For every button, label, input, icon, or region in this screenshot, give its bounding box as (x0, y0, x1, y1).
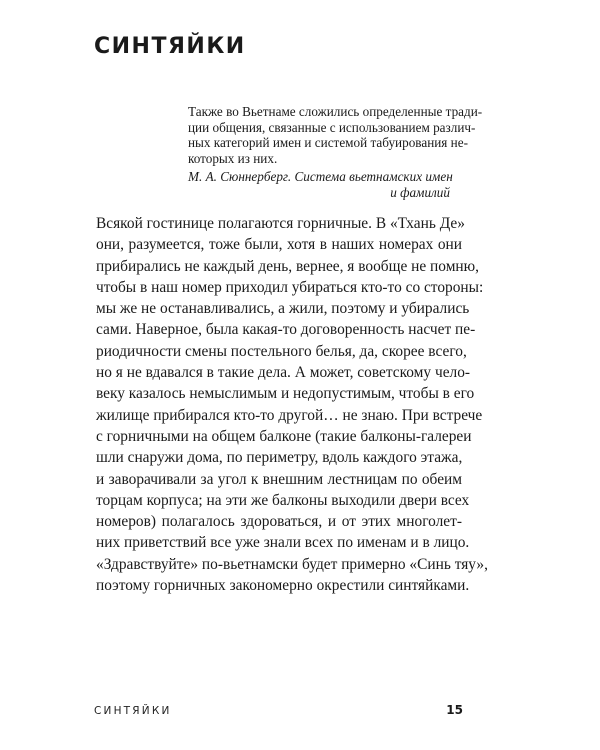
body-line: шли снаружи дома, по периметру, вдоль каждого этажа, (96, 449, 463, 467)
epigraph-line: ции общения, связанные с использованием различ- (188, 119, 476, 135)
body-line: Всякой гостинице полагаются горничные. В «Тхань Де» (96, 215, 465, 232)
body-line: сами. Наверное, была какая-то договоренность насчет пе- (96, 321, 476, 339)
body-line: «Здравствуйте» по-вьетнамски будет примерно «Синь тяу», (96, 555, 488, 573)
body-line: номеров) полагалось здороваться, и от этих многолет- (96, 513, 462, 531)
body-line: чтобы в наш номер приходил убираться кто-то со стороны: (96, 278, 484, 296)
body-line: них приветствий все уже знали всех по именам и в лицо. (96, 534, 470, 552)
body-line: поэтому горничных закономерно окрестили синтяйками. (96, 577, 470, 595)
body-line: с горничными на общем балконе (такие балконы-галереи (96, 427, 472, 445)
attribution-line: М. А. Сюннерберг. Система вьетнамских имен (188, 169, 453, 185)
epigraph-quote (188, 104, 483, 166)
body-line: но я не вдавался в такие дела. А может, советскому чело- (96, 364, 471, 382)
epigraph-line: которых из них. (188, 150, 278, 166)
body-line: торцам корпуса; на эти же балконы выходили двери всех (96, 491, 470, 509)
epigraph-attribution (188, 169, 453, 200)
running-head: СИНТЯЙКИ (94, 705, 172, 717)
body-line: веку казалось немыслимым и недопустимым, чтобы в его (96, 385, 475, 403)
body-line: риодичности смены постельного белья, да, скорее всего, (96, 342, 467, 360)
body-text (96, 213, 488, 596)
body-line: жилище прибирался кто-то другой… не знаю. При встрече (96, 406, 483, 424)
page-number: 15 (446, 703, 463, 717)
epigraph-line: ных категорий имен и системой табуирования не- (188, 135, 468, 151)
body-line: они, разумеется, тоже были, хотя в наших номерах они (96, 236, 462, 254)
attribution-line: и фамилий (390, 184, 450, 200)
body-line: прибирались не каждый день, вернее, я вообще не помню, (96, 257, 480, 275)
chapter-title: СИНТЯЙКИ (94, 34, 246, 59)
body-line: мы же не останавливались, а жили, поэтому и убирались (96, 300, 470, 318)
epigraph (188, 104, 483, 201)
body-line: и заворачивали за угол к внешним лестницам по обеим (96, 470, 462, 488)
epigraph-line: Также во Вьетнаме сложились определенные тради- (188, 104, 483, 119)
